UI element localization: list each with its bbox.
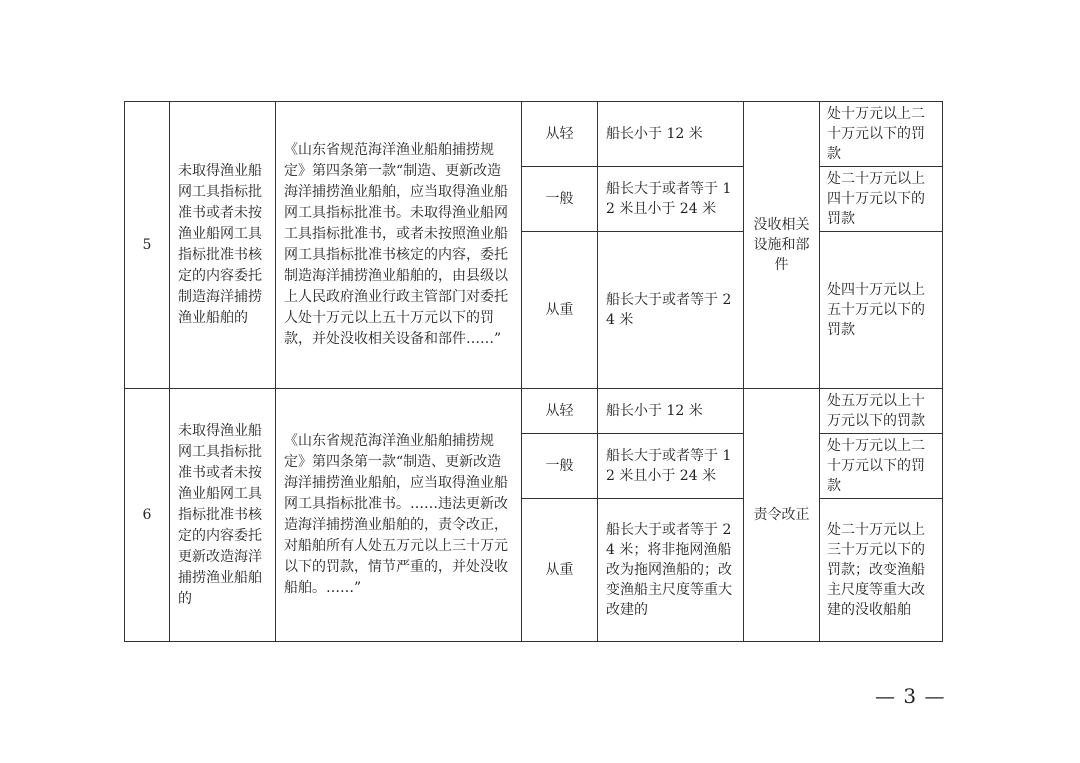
violation-cell: 未取得渔业船网工具指标批准书或者未按渔业船网工具指标批准书核定的内容委托制造海洋捕捞渔业船舶的 [170,102,276,389]
fine-cell: 处二十万元以上四十万元以下的罚款 [820,167,943,232]
circumstance-cell: 船长小于 12 米 [598,389,744,434]
fine-cell: 处四十万元以上五十万元以下的罚款 [820,232,943,389]
row-number: 6 [125,389,170,642]
penalty-table [124,101,943,642]
page-number: — 3 — [875,684,946,708]
table-row [125,389,943,434]
legal-basis-cell: 《山东省规范海洋渔业船舶捕捞规定》第四条第一款“制造、更新改造海洋捕捞渔业船舶，应当取得渔业船网工具指标批准书。未取得渔业船网工具指标批准书，或者未按照渔业船网工具指标批准书核定的内容，委托制造海洋捕捞渔业船舶的，由县级以上人民政府渔业行政主管部门对委托人处十万元以上五十万元以下的罚款，并处没收相关设备和部件……” [276,102,522,389]
degree-cell: 从重 [522,499,598,642]
measure-cell: 责令改正 [744,389,820,642]
degree-cell: 从重 [522,232,598,389]
legal-basis-cell: 《山东省规范海洋渔业船舶捕捞规定》第四条第一款“制造、更新改造海洋捕捞渔业船舶，应当取得渔业船网工具指标批准书。……违法更新改造海洋捕捞渔业船舶的，责令改正，对船舶所有人处五万元以上三十万元以下的罚款，情节严重的，并处没收船舶。……” [276,389,522,642]
degree-cell: 从轻 [522,389,598,434]
circumstance-cell: 船长大于或者等于 24 米 [598,232,744,389]
degree-cell: 从轻 [522,102,598,167]
measure-cell: 没收相关设施和部件 [744,102,820,389]
circumstance-cell: 船长大于或者等于 12 米且小于 24 米 [598,167,744,232]
degree-cell: 一般 [522,167,598,232]
fine-cell: 处二十万元以上三十万元以下的罚款；改变渔船主尺度等重大改建的没收船舶 [820,499,943,642]
violation-cell: 未取得渔业船网工具指标批准书或者未按渔业船网工具指标批准书核定的内容委托更新改造海洋捕捞渔业船舶的 [170,389,276,642]
circumstance-cell: 船长小于 12 米 [598,102,744,167]
circumstance-cell: 船长大于或者等于 12 米且小于 24 米 [598,434,744,499]
fine-cell: 处十万元以上二十万元以下的罚款 [820,434,943,499]
table-row [125,102,943,167]
row-number: 5 [125,102,170,389]
degree-cell: 一般 [522,434,598,499]
fine-cell: 处十万元以上二十万元以下的罚款 [820,102,943,167]
circumstance-cell: 船长大于或者等于 24 米；将非拖网渔船改为拖网渔船的；改变渔船主尺度等重大改建的 [598,499,744,642]
fine-cell: 处五万元以上十万元以下的罚款 [820,389,943,434]
